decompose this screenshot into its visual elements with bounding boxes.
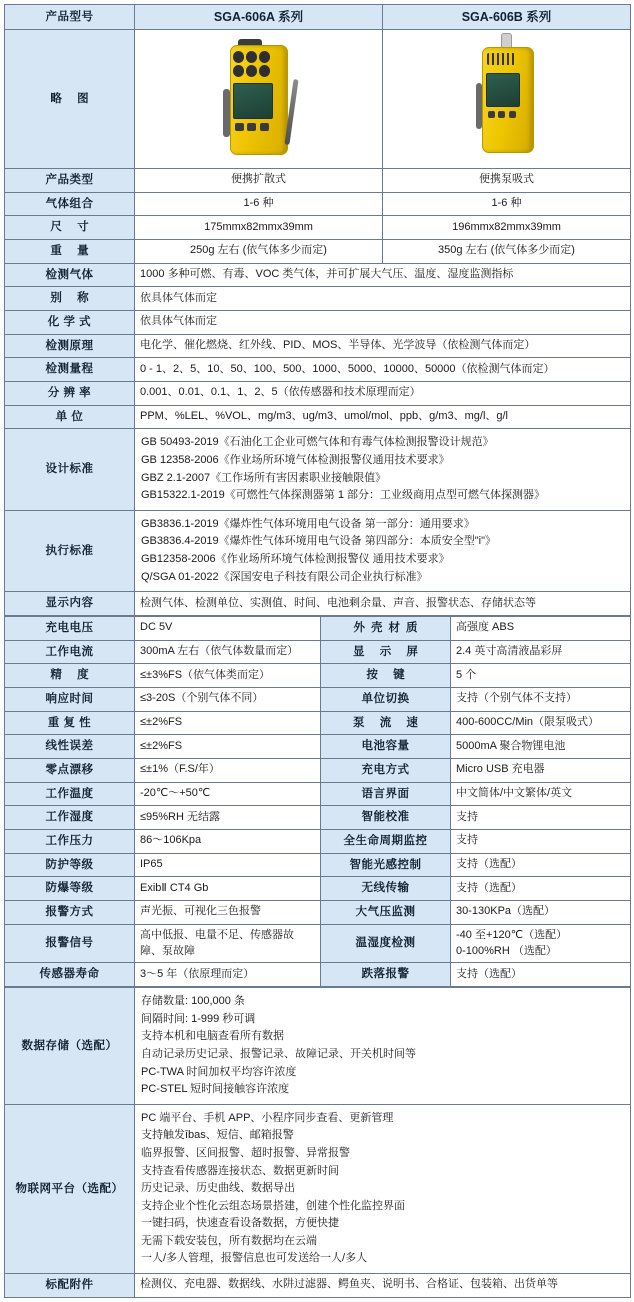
row-label-smart-calibration: 智能校准 (321, 806, 451, 830)
design-standard-line-1: GB 50493-2019《石油化工企业可燃气体和有毒气体检测报警设计规范》 (141, 436, 494, 449)
value-range: 0 - 1、2、5、10、50、100、500、1000、5000、10000、50000（依检测气体而定） (135, 358, 631, 382)
row-label-display-screen: 显 示 屏 (321, 640, 451, 664)
table-row-principle (5, 334, 631, 358)
data-storage-line-1: 存储数量: 100,000 条 (141, 995, 245, 1008)
table-row-data-storage (5, 988, 631, 1105)
table-row-repeatability (5, 711, 631, 735)
value-zero-drift: ≤±1%（F.S/年） (135, 758, 321, 782)
value-smart-calibration: 支持 (451, 806, 631, 830)
value-light-sensor-control: 支持（选配） (451, 853, 631, 877)
row-label-pressure-monitor: 大气压监测 (321, 900, 451, 924)
value-data-storage (135, 988, 631, 1105)
value-formula: 依具体气体而定 (135, 311, 631, 335)
row-label-accessories: 标配附件 (5, 1274, 135, 1298)
data-storage-line-2: 间隔时间: 1-999 秒可调 (141, 1012, 256, 1025)
exec-standard-line-3: GB12358-2006《作业场所环境气体检测报警仪 通用技术要求》 (141, 553, 450, 566)
iot-line-2: 支持触发ības、短信、邮箱报警 (141, 1129, 294, 1142)
table-row-accessories (5, 1274, 631, 1298)
row-label-alias: 别 称 (5, 287, 135, 311)
value-protection-grade: IP65 (135, 853, 321, 877)
value-sensor-life: 3～5 年（依原理而定） (135, 963, 321, 987)
row-label-language: 语言界面 (321, 782, 451, 806)
row-label-accuracy: 精 度 (5, 664, 135, 688)
value-alarm-mode: 声光振、可视化三色报警 (135, 900, 321, 924)
row-label-temp-humidity: 温湿度检测 (321, 924, 451, 963)
row-label-wireless: 无线传输 (321, 877, 451, 901)
table-row-linear-error (5, 735, 631, 759)
value-resolution: 0.001、0.01、0.1、1、2、5（依传感器和技术原理而定） (135, 382, 631, 406)
row-label-light-sensor-control: 智能光感控制 (321, 853, 451, 877)
row-label-shell-material: 外壳材质 (321, 616, 451, 640)
row-label-keys: 按 键 (321, 664, 451, 688)
value-drop-alarm: 支持（选配） (451, 963, 631, 987)
row-label-charge-method: 充电方式 (321, 758, 451, 782)
row-label-charge-voltage: 充电电压 (5, 616, 135, 640)
value-gas-combo-b: 1-6 种 (383, 192, 631, 216)
row-label-response-time: 响应时间 (5, 687, 135, 711)
value-iot-platform (135, 1104, 631, 1273)
row-label-display-content: 显示内容 (5, 592, 135, 616)
value-size-b: 196mmx82mmx39mm (383, 216, 631, 240)
row-label-explosion-grade: 防爆等级 (5, 877, 135, 901)
row-label-pump-flow: 泵 流 速 (321, 711, 451, 735)
value-battery-capacity: 5000mA 聚合物锂电池 (451, 735, 631, 759)
iot-line-7: 一键扫码，快速查看设备数据，方便快捷 (141, 1217, 339, 1230)
exec-standard-line-1: GB3836.1-2019《爆炸性气体环境用电气设备 第一部分：通用要求》 (141, 517, 475, 530)
table-row-response-time (5, 687, 631, 711)
iot-line-3: 临界报警、区间报警、超时报警、异常报警 (141, 1146, 350, 1159)
table-row-model (5, 5, 631, 30)
value-work-humidity: ≤95%RH 无结露 (135, 806, 321, 830)
table-row-work-pressure (5, 829, 631, 853)
table-row-display-content (5, 592, 631, 616)
table-row-iot-platform (5, 1104, 631, 1273)
row-label-size: 尺 寸 (5, 216, 135, 240)
data-storage-line-6: PC-STEL 短时间接触容许浓度 (141, 1083, 290, 1096)
specification-table (4, 4, 631, 616)
row-label-sensor-life: 传感器寿命 (5, 963, 135, 987)
row-label-exec-standard: 执行标准 (5, 510, 135, 591)
table-row-image (5, 30, 631, 169)
value-weight-b: 350g 左右 (依气体多少而定) (383, 240, 631, 264)
value-detect-gas: 1000 多种可燃、有毒、VOC 类气体，并可扩展大气压、温度、湿度监测指标 (135, 263, 631, 287)
row-label-image: 略 图 (5, 30, 135, 169)
row-label-work-pressure: 工作压力 (5, 829, 135, 853)
value-principle: 电化学、催化燃烧、红外线、PID、MOS、半导体、光学波导（依检测气体而定） (135, 334, 631, 358)
row-label-working-current: 工作电流 (5, 640, 135, 664)
value-language: 中文简体/中文繁体/英文 (451, 782, 631, 806)
design-standard-line-4: GB15322.1-2019《可燃性气体探测器第 1 部分：工业级商用点型可燃气体探测器》 (141, 489, 546, 502)
data-storage-line-3: 支持本机和电脑查看所有数据 (141, 1030, 284, 1043)
table-row-alarm-mode (5, 900, 631, 924)
row-label-unit: 单 位 (5, 405, 135, 429)
iot-line-8: 无需下载安装包，所有数据均在云端 (141, 1234, 317, 1247)
value-charge-voltage: DC 5V (135, 616, 321, 640)
row-label-alarm-mode: 报警方式 (5, 900, 135, 924)
table-row-gas-combo (5, 192, 631, 216)
value-accessories: 检测仪、充电器、数据线、水阱过滤器、鳄鱼夹、说明书、合格证、包装箱、出货单等 (135, 1274, 631, 1298)
row-label-linear-error: 线性误差 (5, 735, 135, 759)
table-row-zero-drift (5, 758, 631, 782)
value-gas-combo-a: 1-6 种 (135, 192, 383, 216)
table-row-explosion-grade (5, 877, 631, 901)
row-label-resolution: 分 辨 率 (5, 382, 135, 406)
device-a-image-cell (135, 30, 383, 169)
table-row-protection-grade (5, 853, 631, 877)
design-standard-line-2: GB 12358-2006《作业场所环境气体检测报警仪通用技术要求》 (141, 454, 450, 467)
value-design-standard (135, 429, 631, 510)
iot-line-5: 历史记录、历史曲线、数据导出 (141, 1182, 295, 1195)
value-alias: 依具体气体而定 (135, 287, 631, 311)
device-b-image-cell (383, 30, 631, 169)
value-unit-switch: 支持（个别气体不支持） (451, 687, 631, 711)
portable-gas-detector-b-icon (476, 33, 538, 159)
iot-line-1: PC 端平台、手机 APP、小程序同步查看、更新管理 (141, 1111, 394, 1124)
table-row-type (5, 169, 631, 193)
specification-table-dual (4, 616, 631, 987)
data-storage-line-4: 自动记录历史记录、报警记录、故障记录、开关机时间等 (141, 1047, 416, 1060)
table-row-resolution (5, 382, 631, 406)
value-keys: 5 个 (451, 664, 631, 688)
data-storage-line-5: PC-TWA 时间加权平均容许浓度 (141, 1065, 297, 1078)
table-row-working-current (5, 640, 631, 664)
table-row-accuracy (5, 664, 631, 688)
value-accuracy: ≤±3%FS（依气体类而定） (135, 664, 321, 688)
value-alarm-signal: 高中低报、电量不足、传感器故障、泵故障 (135, 924, 321, 963)
row-label-work-temperature: 工作温度 (5, 782, 135, 806)
row-label-alarm-signal: 报警信号 (5, 924, 135, 963)
value-explosion-grade: ExibⅡ CT4 Gb (135, 877, 321, 901)
table-row-range (5, 358, 631, 382)
row-label-formula: 化 学 式 (5, 311, 135, 335)
table-row-sensor-life (5, 963, 631, 987)
row-label-data-storage: 数据存储（选配） (5, 988, 135, 1105)
value-size-a: 175mmx82mmx39mm (135, 216, 383, 240)
row-label-design-standard: 设计标准 (5, 429, 135, 510)
table-row-alias (5, 287, 631, 311)
table-row-weight (5, 240, 631, 264)
value-exec-standard (135, 510, 631, 591)
row-label-drop-alarm: 跌落报警 (321, 963, 451, 987)
iot-line-6: 支持企业个性化云组态场景搭建，创建个性化监控界面 (141, 1199, 405, 1212)
value-pump-flow: 400-600CC/Min（限泵吸式） (451, 711, 631, 735)
table-row-exec-standard (5, 510, 631, 591)
table-row-charge-voltage (5, 616, 631, 640)
temp-humidity-line-1: -40 至+120℃（选配） (456, 928, 568, 941)
row-label-zero-drift: 零点漂移 (5, 758, 135, 782)
table-row-design-standard (5, 429, 631, 510)
value-display-screen: 2.4 英寸高清液晶彩屏 (451, 640, 631, 664)
design-standard-line-3: GBZ 2.1-2007《工作场所有害因素职业接触限值》 (141, 471, 387, 484)
exec-standard-line-4: Q/SGA 01-2022《深国安电子科技有限公司企业执行标准》 (141, 570, 428, 583)
table-row-formula (5, 311, 631, 335)
value-work-pressure: 86～106Kpa (135, 829, 321, 853)
value-display-content: 检测气体、检测单位、实测值、时间、电池剩余量、声音、报警状态、存储状态等 (135, 592, 631, 616)
row-label-gas-combo: 气体组合 (5, 192, 135, 216)
row-label-model: 产品型号 (5, 5, 135, 30)
value-response-time: ≤3-20S（个别气体不同） (135, 687, 321, 711)
portable-gas-detector-a-icon (222, 35, 296, 157)
value-lifecycle-monitor: 支持 (451, 829, 631, 853)
model-a-header: SGA-606A 系列 (135, 5, 383, 30)
table-row-detect-gas (5, 263, 631, 287)
value-type-b: 便携泵吸式 (383, 169, 631, 193)
row-label-range: 检测量程 (5, 358, 135, 382)
row-label-repeatability: 重 复 性 (5, 711, 135, 735)
model-b-header: SGA-606B 系列 (383, 5, 631, 30)
iot-line-4: 支持查看传感器连接状态、数据更新时间 (141, 1164, 339, 1177)
value-working-current: 300mA 左右（依气体数量而定） (135, 640, 321, 664)
table-row-work-temperature (5, 782, 631, 806)
row-label-unit-switch: 单位切换 (321, 687, 451, 711)
row-label-iot-platform: 物联网平台（选配） (5, 1104, 135, 1273)
row-label-work-humidity: 工作湿度 (5, 806, 135, 830)
value-charge-method: Micro USB 充电器 (451, 758, 631, 782)
value-wireless: 支持（选配） (451, 877, 631, 901)
row-label-protection-grade: 防护等级 (5, 853, 135, 877)
row-label-principle: 检测原理 (5, 334, 135, 358)
row-label-weight: 重 量 (5, 240, 135, 264)
value-type-a: 便携扩散式 (135, 169, 383, 193)
specification-table-bottom (4, 987, 631, 1298)
value-temp-humidity (451, 924, 631, 963)
value-work-temperature: -20℃～+50℃ (135, 782, 321, 806)
table-row-unit (5, 405, 631, 429)
iot-line-9: 一人/多人管理，报警信息也可发送给一人/多人 (141, 1252, 368, 1265)
exec-standard-line-2: GB3836.4-2019《爆炸性气体环境用电气设备 第四部分：本质安全型"i"》 (141, 535, 496, 548)
row-label-type: 产品类型 (5, 169, 135, 193)
table-row-alarm-signal (5, 924, 631, 963)
value-repeatability: ≤±2%FS (135, 711, 321, 735)
temp-humidity-line-2: 0-100%RH （选配） (456, 944, 557, 957)
table-row-work-humidity (5, 806, 631, 830)
value-shell-material: 高强度 ABS (451, 616, 631, 640)
value-unit: PPM、%LEL、%VOL、mg/m3、ug/m3、umol/mol、ppb、g/m3、mg/l、g/l (135, 405, 631, 429)
row-label-battery-capacity: 电池容量 (321, 735, 451, 759)
table-row-size (5, 216, 631, 240)
row-label-lifecycle-monitor: 全生命周期监控 (321, 829, 451, 853)
value-weight-a: 250g 左右 (依气体多少而定) (135, 240, 383, 264)
value-pressure-monitor: 30-130KPa（选配） (451, 900, 631, 924)
row-label-detect-gas: 检测气体 (5, 263, 135, 287)
value-linear-error: ≤±2%FS (135, 735, 321, 759)
